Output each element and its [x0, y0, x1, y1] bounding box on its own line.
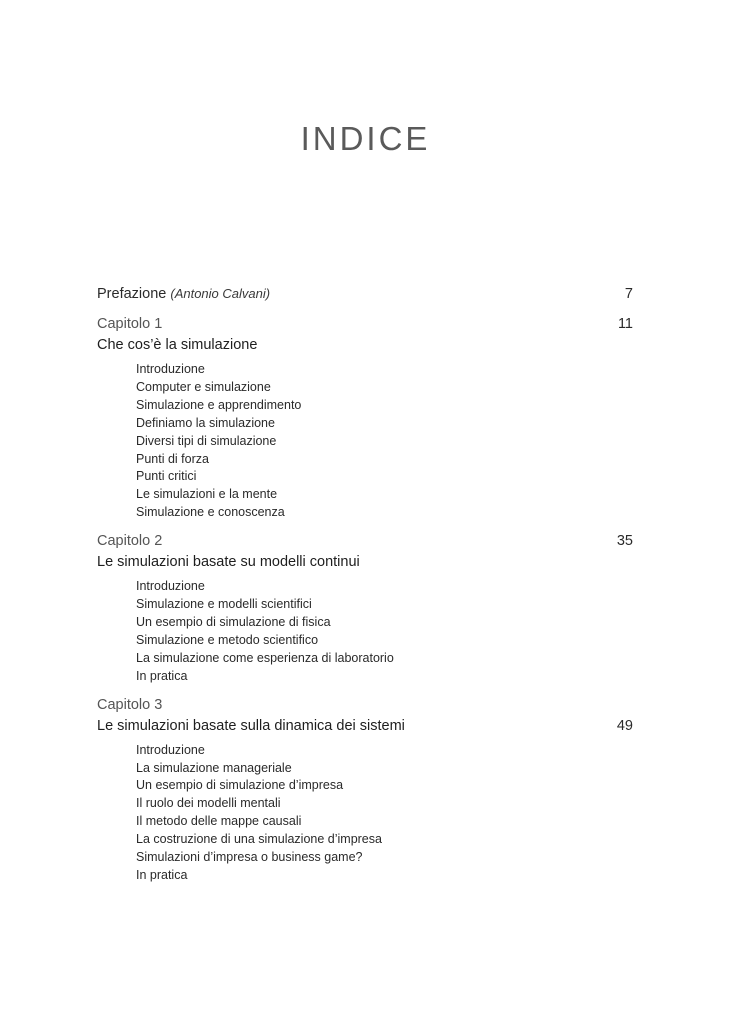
section-item: Diversi tipi di simulazione: [136, 433, 277, 448]
section-item: Il metodo delle mappe causali: [136, 814, 302, 829]
chapter-label-line: [97, 314, 633, 335]
section-item: Introduzione: [136, 362, 205, 376]
preface-author: (Antonio Calvani): [170, 286, 271, 301]
chapter-title: Le simulazioni basate sulla dinamica dei sistemi: [97, 717, 405, 734]
section-item: Le simulazioni e la mente: [136, 487, 278, 502]
table-of-contents: [97, 283, 633, 894]
section-item: Simulazione e metodo scientifico: [136, 632, 319, 647]
section-list: [136, 361, 633, 522]
section-item: Un esempio di simulazione di fisica: [136, 614, 331, 629]
section-item: Introduzione: [136, 742, 205, 757]
chapter-title-line: [97, 335, 633, 356]
section-item: Punti critici: [136, 469, 197, 484]
chapter-page-number: 35: [616, 533, 633, 550]
chapter-label-line: [97, 531, 633, 552]
section-item: Simulazione e modelli scientifici: [136, 597, 312, 612]
section-item: La simulazione manageriale: [136, 760, 292, 775]
chapter-page-number: 11: [617, 316, 633, 332]
chapter-entry: [97, 531, 633, 685]
chapter-title-line: [97, 716, 633, 737]
preface-text: [97, 283, 270, 305]
section-item: Definiamo la simulazione: [136, 415, 275, 430]
section-item: Un esempio di simulazione d’impresa: [136, 778, 344, 793]
section-item: Simulazione e conoscenza: [136, 505, 285, 520]
preface-entry: [97, 283, 633, 305]
preface-label: Prefazione: [97, 286, 167, 302]
section-list: [136, 742, 633, 885]
chapter-entry: [97, 314, 633, 522]
section-item: La costruzione di una simulazione d’impresa: [136, 832, 382, 847]
section-item: In pratica: [136, 867, 188, 882]
chapter-title: Le simulazioni basate su modelli continui: [97, 554, 360, 571]
preface-page-number: 7: [624, 286, 633, 302]
section-item: Simulazione e apprendimento: [136, 397, 302, 412]
chapter-label: Capitolo 3: [97, 696, 163, 713]
section-item: In pratica: [136, 668, 188, 683]
chapter-title-line: [97, 552, 633, 573]
section-item: Introduzione: [136, 579, 205, 594]
section-item: La simulazione come esperienza di laboratorio: [136, 650, 394, 665]
section-list: [136, 578, 633, 685]
chapter-label-line: [97, 695, 633, 716]
chapter-label: Capitolo 1: [97, 316, 163, 332]
section-item: Punti di forza: [136, 451, 209, 466]
chapter-list: [97, 314, 633, 885]
page-title: INDICE: [300, 120, 431, 157]
section-item: Il ruolo dei modelli mentali: [136, 796, 281, 811]
section-item: Computer e simulazione: [136, 379, 271, 394]
chapter-label: Capitolo 2: [97, 533, 163, 550]
chapter-page-number: 49: [616, 717, 633, 734]
chapter-entry: [97, 695, 633, 885]
chapter-title: Che cos’è la simulazione: [97, 337, 258, 353]
section-item: Simulazioni d’impresa o business game?: [136, 850, 363, 865]
